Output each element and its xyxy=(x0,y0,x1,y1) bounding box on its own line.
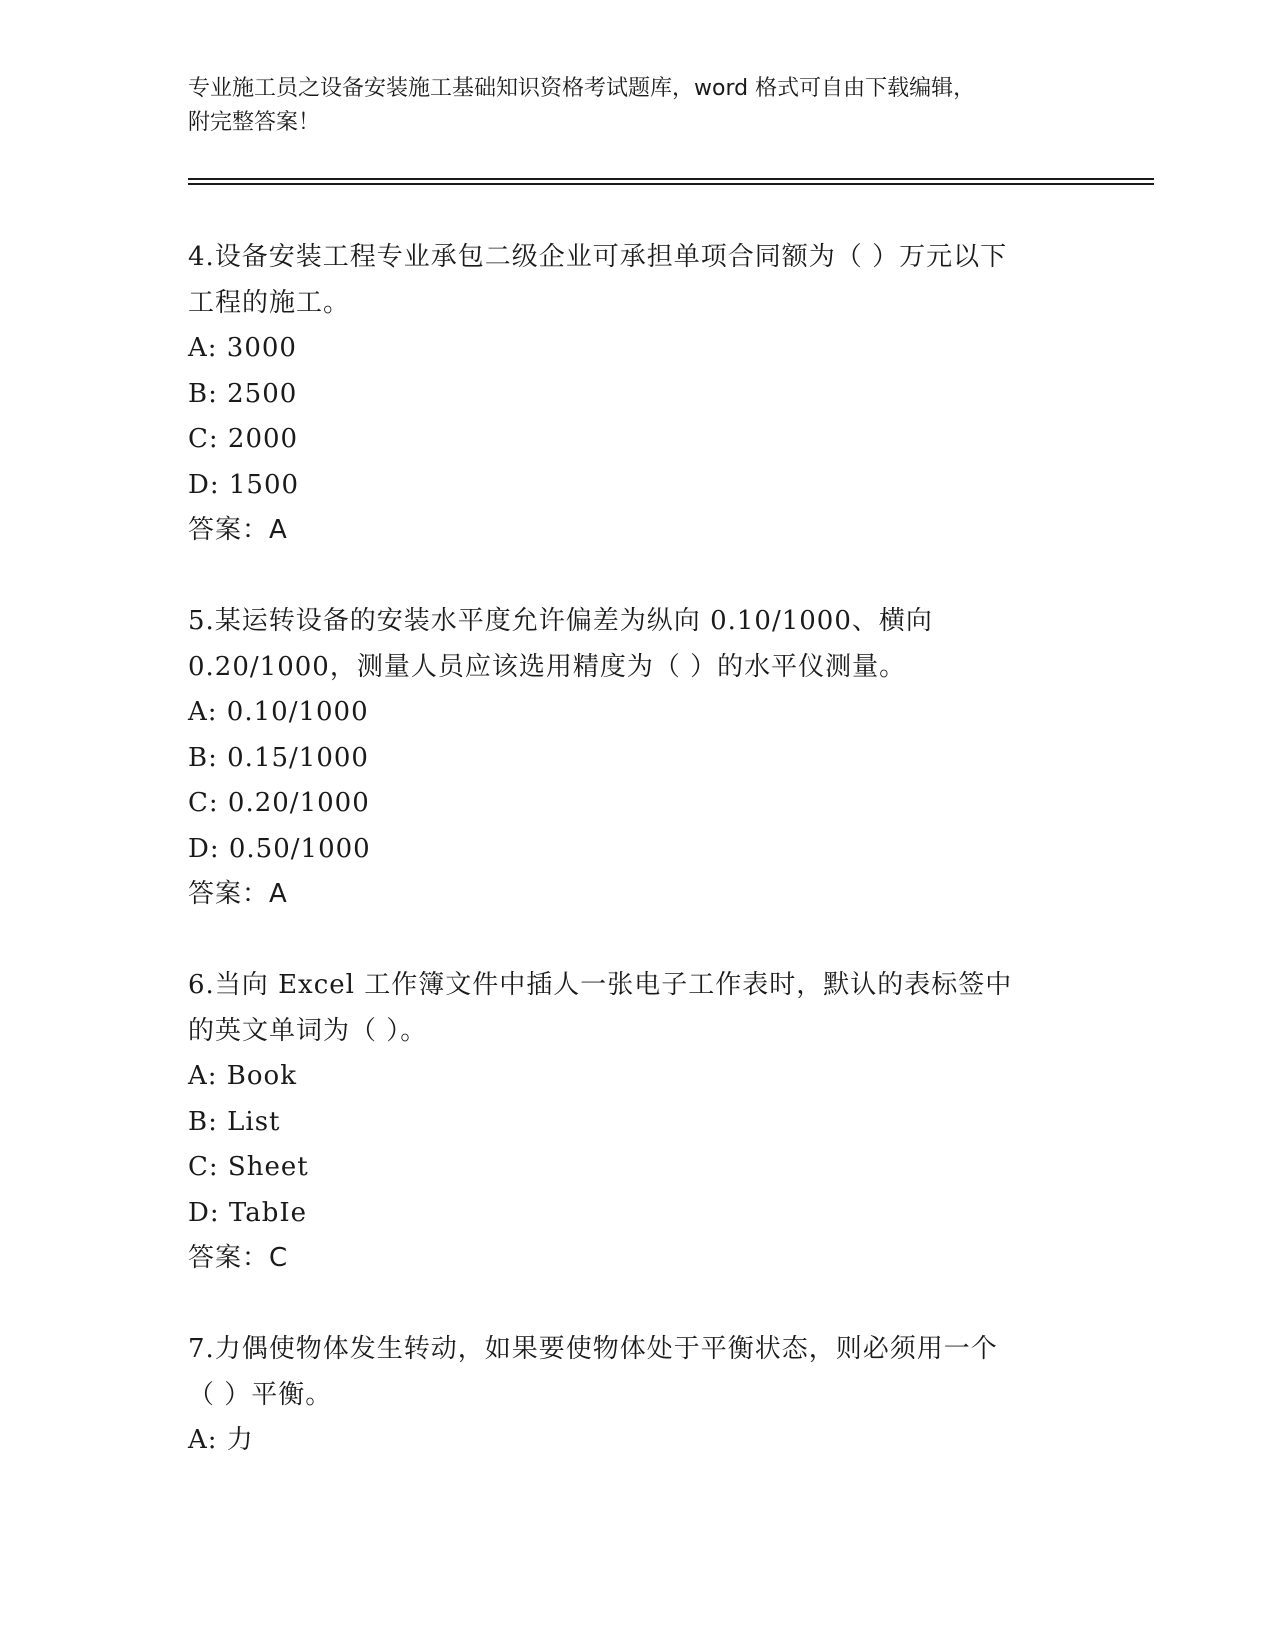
option-a: A: 0.10/1000 xyxy=(188,697,369,727)
header-divider-top xyxy=(188,178,1154,180)
question-text-line: 的英文单词为（ ）。 xyxy=(188,1016,428,1046)
question-text-line: 工程的施工。 xyxy=(188,288,351,318)
answer: 答案：A xyxy=(188,515,288,545)
header-line-2: 附完整答案！ xyxy=(188,110,321,135)
question-5 xyxy=(188,598,1088,918)
question-text-line: （ ）平衡。 xyxy=(188,1380,333,1410)
option-a: A: 3000 xyxy=(188,333,297,363)
question-text-line: 7.力偶使物体发生转动，如果要使物体处于平衡状态，则必须用一个 xyxy=(188,1334,998,1364)
header-line-1: 专业施工员之设备安装施工基础知识资格考试题库，word 格式可自由下载编辑， xyxy=(188,76,976,101)
option-d: D: 0.50/1000 xyxy=(188,833,371,864)
question-text xyxy=(188,1326,1088,1418)
question-text xyxy=(188,598,1088,690)
option-c: C: Sheet xyxy=(188,1152,309,1182)
option-d: D: TabIe xyxy=(188,1197,307,1228)
question-6 xyxy=(188,962,1088,1282)
question-text-line: 0.20/1000，测量人员应该选用精度为（ ）的水平仪测量。 xyxy=(188,652,907,682)
option-c: C: 0.20/1000 xyxy=(188,788,370,818)
header-divider-bottom xyxy=(188,183,1154,185)
option-a: A: Book xyxy=(188,1061,297,1091)
question-text xyxy=(188,962,1088,1054)
answer: 答案：A xyxy=(188,879,288,909)
option-d: D: 1500 xyxy=(188,469,300,500)
question-7 xyxy=(188,1326,1088,1464)
option-c: C: 2000 xyxy=(188,424,299,454)
answer: 答案：C xyxy=(188,1243,289,1273)
question-4 xyxy=(188,234,1088,554)
question-text-line: 6.当向 Excel 工作簿文件中插人一张电子工作表时，默认的表标签中 xyxy=(188,970,1013,1000)
option-a: A: 力 xyxy=(188,1425,254,1455)
question-text xyxy=(188,234,1088,326)
document-header xyxy=(188,72,1088,140)
option-b: B: 2500 xyxy=(188,378,298,409)
question-text-line: 4.设备安装工程专业承包二级企业可承担单项合同额为（ ）万元以下 xyxy=(188,242,1008,272)
question-text-line: 5.某运转设备的安装水平度允许偏差为纵向 0.10/1000、横向 xyxy=(188,606,933,636)
option-b: B: 0.15/1000 xyxy=(188,742,369,773)
option-b: B: List xyxy=(188,1106,281,1137)
